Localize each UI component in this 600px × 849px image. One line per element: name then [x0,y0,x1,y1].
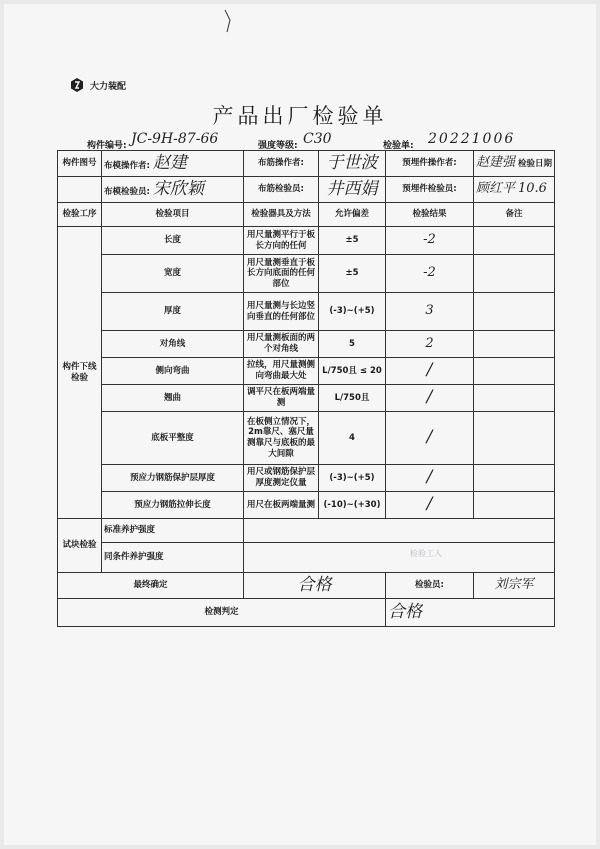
embed-operator-label: 预埋件操作者: [386,151,474,177]
col-tool: 检验器具及方法 [244,203,319,227]
col-result: 检验结果 [386,203,474,227]
rebar-operator-value: 于世波 [326,152,378,173]
row-item: 翘曲 [102,385,244,412]
inspection-date-label: 检验日期 [517,159,552,170]
row-result: -2 [423,265,436,281]
component-no-label: 构件编号: [87,141,127,151]
table-row [58,385,555,412]
row-remark [474,331,555,358]
row-result: / [426,387,433,408]
table-row [58,227,555,255]
row-method: 用尺量测垂直于板长方向底面的任何部位 [244,255,319,293]
mold-inspector-value: 宋欣颖 [152,178,204,199]
row-result: / [426,360,433,381]
inspection-date-value: 10.6 [517,181,547,197]
empty-cell [58,177,102,203]
row-result: 2 [425,335,434,351]
table-row [58,255,555,293]
col-item: 检验项目 [102,203,244,227]
row-result-cell [386,227,474,255]
row-result-cell [386,492,474,519]
row-result: / [426,494,433,515]
test-block-same-condition-value [244,543,555,573]
row-method: 用尺量测平行于板长方向的任何 [244,227,319,255]
row-tolerance: 4 [319,412,386,465]
test-block-row [58,519,555,543]
row-result-cell [386,412,474,465]
mold-operator-label: 布模操作者: [104,160,150,171]
column-header-row [58,203,555,227]
row-remark [474,492,555,519]
judgement-value: 合格 [388,601,422,622]
inspection-no-label: 检验单: [383,141,414,151]
inspector-label: 检验员: [386,573,474,599]
final-confirm-value-cell [244,573,386,599]
final-confirm-label: 最终确定 [58,573,244,599]
table-row [58,331,555,358]
inspector-value-cell [474,573,555,599]
section-offline: 构件下线检验 [58,227,102,519]
row-remark [474,412,555,465]
row-result-cell [386,331,474,358]
document-title: 产品出厂检验单 [212,104,388,128]
col-process: 检验工序 [58,203,102,227]
strength-label: 强度等级: [258,141,298,151]
row-result: / [426,467,433,488]
test-block-standard: 标准养护强度 [102,519,244,543]
judgement-label: 检测判定 [58,599,386,627]
rebar-inspector-label: 布筋检验员: [244,177,319,203]
row-result-cell [386,465,474,492]
row-result: 3 [425,303,434,319]
component-no-value: JC-9H-87-66 [131,131,219,147]
row-tolerance: (-3)~(+5) [319,293,386,331]
row-remark [474,358,555,385]
row-item: 底板平整度 [102,412,244,465]
row-item: 侧向弯曲 [102,358,244,385]
inspection-table [57,150,555,627]
row-tolerance: 5 [319,331,386,358]
row-remark [474,465,555,492]
test-block-standard-value [244,519,555,543]
mold-inspector-label: 布模检验员: [104,186,150,197]
row-item: 预应力钢筋保护层厚度 [102,465,244,492]
row-result: / [426,427,433,448]
row-item: 厚度 [102,293,244,331]
table-row [58,465,555,492]
final-confirm-value: 合格 [297,574,332,595]
brand-logo-icon [70,78,84,92]
mold-operator-value: 赵建 [152,152,187,173]
header-row-operators [58,151,555,177]
rebar-inspector-value-cell [319,177,386,203]
row-method: 调平尺在板两端量测 [244,385,319,412]
row-result-cell [386,293,474,331]
col-tolerance: 允许偏差 [319,203,386,227]
rebar-operator-value-cell [319,151,386,177]
component-drawing-label: 构件图号 [58,151,102,177]
inspection-no-value: 20221006 [428,131,516,147]
mold-operator-cell [102,151,244,177]
test-block-same-condition: 同条件养护强度 [102,543,244,573]
embed-inspector-label: 预埋件检验员: [386,177,474,203]
row-remark [474,227,555,255]
row-item: 对角线 [102,331,244,358]
rebar-inspector-value: 井西娟 [326,178,378,199]
judgement-row [58,599,555,627]
row-method: 用尺量测板面的两个对角线 [244,331,319,358]
row-tolerance: ±5 [319,255,386,293]
test-block-row [58,543,555,573]
rebar-operator-label: 布筋操作者: [244,151,319,177]
row-item: 长度 [102,227,244,255]
row-result-cell [386,358,474,385]
embed-operator-value: 赵建强 [476,155,516,171]
row-result-cell [386,385,474,412]
row-tolerance: (-3)~(+5) [319,465,386,492]
embed-inspector-value: 顾红平 [476,181,516,197]
table-row [58,412,555,465]
row-method: 拉线，用尺量测侧向弯曲最大处 [244,358,319,385]
table-row [58,358,555,385]
row-method: 在板侧立情况下，2m靠尺、塞尺量测靠尺与底板的最大间隙 [244,412,319,465]
row-method: 用尺在板两端量测 [244,492,319,519]
row-tolerance: ±5 [319,227,386,255]
strength-value: C30 [303,131,332,147]
embed-operator-value-cell [474,151,555,177]
row-remark [474,385,555,412]
row-tolerance: (-10)~(+30) [319,492,386,519]
row-result: -2 [423,232,436,248]
section-test-block: 试块检验 [58,519,102,573]
inspector-value: 刘宗军 [494,577,534,593]
col-remark: 备注 [474,203,555,227]
brand [70,78,126,92]
table-row [58,293,555,331]
row-result-cell [386,255,474,293]
judgement-value-cell [386,599,555,627]
mold-inspector-cell [102,177,244,203]
faded-stamp: 检验工人 [410,549,442,558]
row-remark [474,293,555,331]
row-method: 用尺量测与长边竖向垂直的任何部位 [244,293,319,331]
row-tolerance: L/750且 ≤ 20 [319,358,386,385]
row-tolerance: L/750且 [319,385,386,412]
row-method: 用尺或钢筋保护层厚度测定仪量 [244,465,319,492]
brand-name: 大力装配 [90,81,127,92]
table-row [58,492,555,519]
embed-inspector-value-cell [474,177,555,203]
pen-mark-icon [222,8,236,34]
row-item: 宽度 [102,255,244,293]
final-confirm-row [58,573,555,599]
header-row-inspectors [58,177,555,203]
row-item: 预应力钢筋拉伸长度 [102,492,244,519]
row-remark [474,255,555,293]
